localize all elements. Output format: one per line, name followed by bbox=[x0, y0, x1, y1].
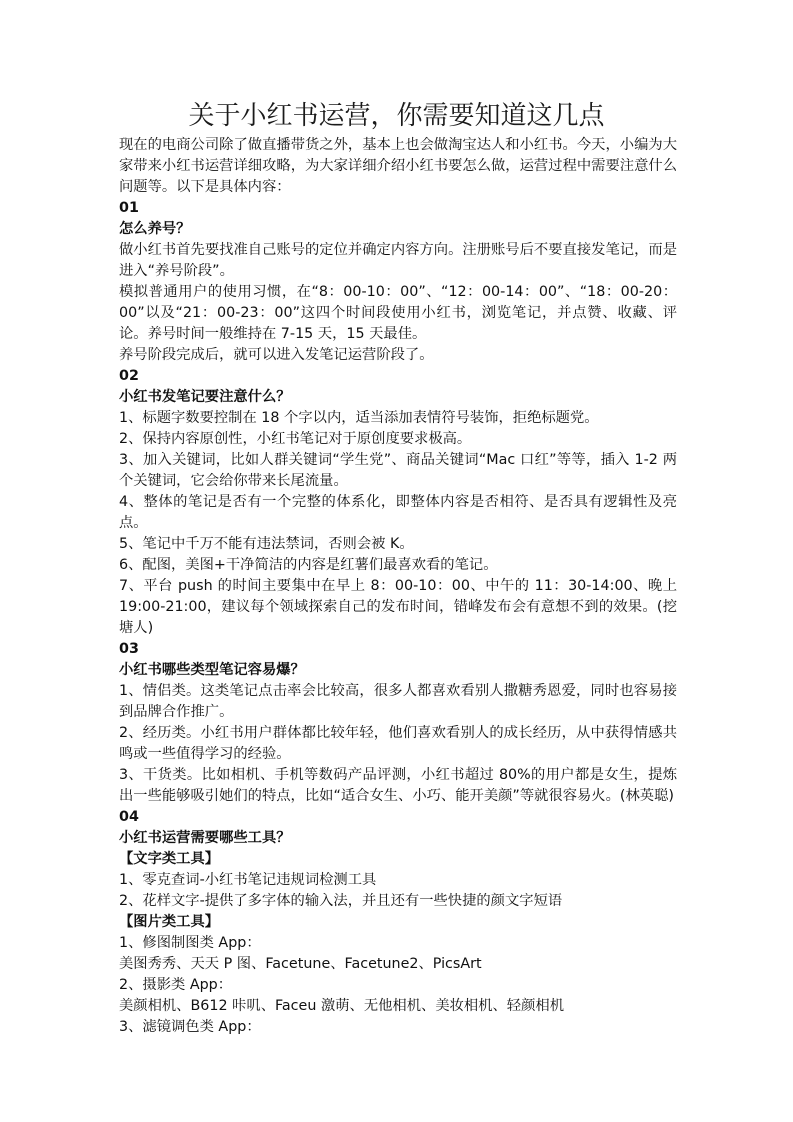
section-heading: 小红书发笔记要注意什么？ bbox=[119, 389, 291, 405]
subsection-label: 【图片类工具】 bbox=[119, 914, 220, 930]
list-item: 1、标题字数要控制在 18 个字以内，适当添加表情符号装饰，拒绝标题党。 bbox=[119, 410, 599, 426]
list-item: 6、配图，美图+干净简洁的内容是红薯们最喜欢看的笔记。 bbox=[119, 557, 498, 573]
page-title: 关于小红书运营，你需要知道这几点 bbox=[188, 101, 605, 131]
section-heading: 小红书哪些类型笔记容易爆？ bbox=[119, 662, 305, 678]
list-item: 1、情侣类。这类笔记点击率会比较高，很多人都喜欢看别人撒糖秀恩爱，同时也容易接到品牌合作推广。 bbox=[119, 683, 677, 720]
paragraph: 养号阶段完成后，就可以进入发笔记运营阶段了。 bbox=[119, 347, 434, 363]
list-item: 1、零克查词-小红书笔记违规词检测工具 bbox=[119, 872, 377, 888]
section-number: 01 bbox=[119, 200, 139, 216]
article-body bbox=[119, 135, 677, 1038]
list-item: 3、干货类。比如相机、手机等数码产品评测，小红书超过 80%的用户都是女生，提炼出一些能够吸引她们的特点，比如“适合女生、小巧、能开美颜”等就很容易火。(林英聪) bbox=[119, 767, 677, 804]
list-item: 2、摄影类 App： bbox=[119, 977, 233, 993]
list-item: 7、平台 push 的时间主要集中在早上 8：00-10：00、中午的 11：30-14:00、晚上 19:00-21:00，建议每个领域探索自己的发布时间，错峰发布会有意想不到的效果。(挖塘人) bbox=[119, 578, 677, 636]
list-item: 2、经历类。小红书用户群体都比较年轻，他们喜欢看别人的成长经历，从中获得情感共鸣或一些值得学习的经验。 bbox=[119, 725, 677, 762]
section-number: 04 bbox=[119, 809, 139, 825]
list-item: 4、整体的笔记是否有一个完整的体系化，即整体内容是否相符、是否具有逻辑性及亮点。 bbox=[119, 494, 677, 531]
section-number: 03 bbox=[119, 641, 139, 657]
list-item: 美颜相机、B612 咔叽、Faceu 激萌、无他相机、美妆相机、轻颜相机 bbox=[119, 998, 564, 1014]
list-item: 1、修图制图类 App： bbox=[119, 935, 261, 951]
section-heading: 怎么养号？ bbox=[119, 221, 191, 237]
list-item: 2、花样文字-提供了多字体的输入法，并且还有一些快捷的颜文字短语 bbox=[119, 893, 563, 909]
list-item: 2、保持内容原创性，小红书笔记对于原创度要求极高。 bbox=[119, 431, 472, 447]
subsection-label: 【文字类工具】 bbox=[119, 851, 220, 867]
section-number: 02 bbox=[119, 368, 139, 384]
paragraph: 做小红书首先要找准自己账号的定位并确定内容方向。注册账号后不要直接发笔记，而是进入“养号阶段”。 bbox=[119, 242, 677, 279]
intro-paragraph: 现在的电商公司除了做直播带货之外，基本上也会做淘宝达人和小红书。今天，小编为大家带来小红书运营详细攻略，为大家详细介绍小红书要怎么做，运营过程中需要注意什么问题等。以下是具体内容： bbox=[119, 137, 677, 195]
list-item: 5、笔记中千万不能有违法禁词，否则会被 K。 bbox=[119, 536, 414, 552]
list-item: 美图秀秀、天天 P 图、Facetune、Facetune2、PicsArt bbox=[119, 956, 482, 972]
list-item: 3、滤镜调色类 App： bbox=[119, 1019, 261, 1035]
paragraph: 模拟普通用户的使用习惯，在“8：00-10：00”、“12：00-14：00”、“18：00-20：00”以及“21：00-23：00”这四个时间段使用小红书，浏览笔记，并点赞、收藏、评论。养号时间一般维持在 7-15 天，15 天最佳。 bbox=[119, 284, 677, 342]
list-item: 3、加入关键词，比如人群关键词“学生党”、商品关键词“Mac 口红”等等，插入 1-2 两个关键词，它会给你带来长尾流量。 bbox=[119, 452, 677, 489]
section-heading: 小红书运营需要哪些工具？ bbox=[119, 830, 291, 846]
